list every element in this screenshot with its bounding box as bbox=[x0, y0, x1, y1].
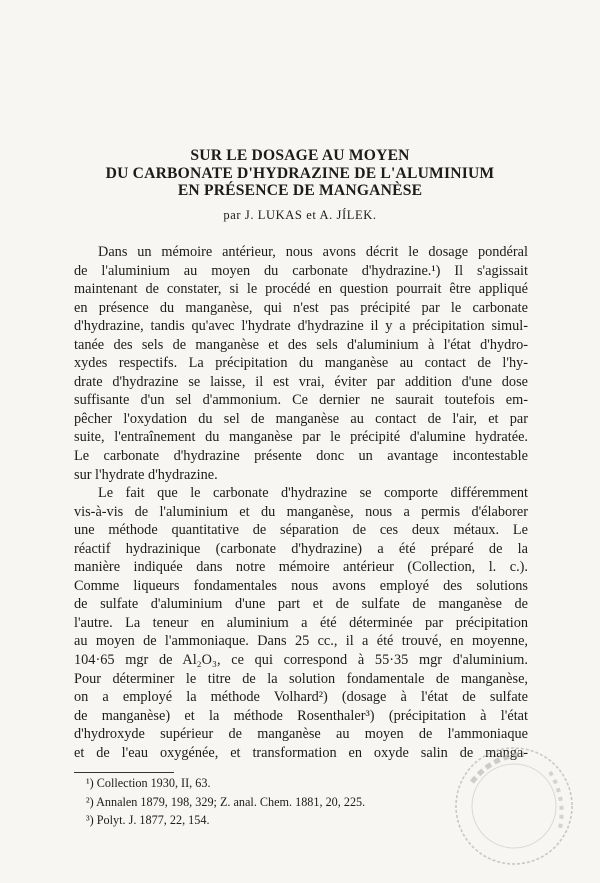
text-line: manière indiquée dans notre mémoire antérieur (Collection, l. c.). bbox=[74, 559, 528, 576]
footnote-divider bbox=[74, 772, 174, 773]
article-body bbox=[74, 243, 528, 762]
text-line: pêcher l'oxydation du sel de manganèse au contact de l'air, et par bbox=[74, 410, 528, 427]
text-line: 104·65 mgr de Al₂O₃, ce qui correspond à 55·35 mgr d'aluminium. bbox=[74, 652, 528, 669]
text-line: xydes respectifs. La précipitation du manganèse au contact de l'hy- bbox=[74, 355, 528, 372]
text-line: d'hydrazine, tandis qu'avec l'hydrate d'hydrazine il y a précipitation simul- bbox=[74, 318, 528, 335]
footnote-3: ³) Polyt. J. 1877, 22, 154. bbox=[86, 813, 210, 827]
text-line: on a employé la méthode Volhard²) (dosage à l'état de sulfate bbox=[74, 689, 528, 706]
title-line-2: DU CARBONATE D'HYDRAZINE DE L'ALUMINIUM bbox=[105, 164, 495, 182]
text-line: tanée des sels de manganèse et des sels d'aluminium à l'état d'hydro- bbox=[74, 336, 528, 353]
footnotes bbox=[86, 774, 486, 830]
title-line-3: EN PRÉSENCE DE MANGANÈSE bbox=[177, 182, 423, 199]
text-line: Le fait que le carbonate d'hydrazine se comporte différemment bbox=[98, 485, 528, 502]
text-line: et de l'eau oxygénée, et transformation en oxyde salin de manga- bbox=[74, 744, 528, 761]
library-stamp-icon bbox=[432, 720, 582, 870]
text-line: de manganèse) et la méthode Rosenthaler³) (précipitation à l'état bbox=[74, 707, 528, 724]
text-line: au moyen de l'ammoniaque. Dans 25 cc., il a été trouvé, en moyenne, bbox=[74, 633, 528, 650]
authors: par J. LUKAS et A. JÍLEK. bbox=[223, 208, 377, 222]
title-line-1: SUR LE DOSAGE AU MOYEN bbox=[190, 147, 410, 164]
footnote-1: ¹) Collection 1930, II, 63. bbox=[86, 776, 211, 790]
text-line: de l'aluminium au moyen du carbonate d'hydrazine.¹) Il s'agissait bbox=[74, 262, 528, 279]
footnote-2: ²) Annalen 1879, 198, 329; Z. anal. Chem. 1881, 20, 225. bbox=[86, 794, 366, 809]
paragraph-1 bbox=[74, 243, 528, 484]
text-line: d'hydroxyde supérieur de manganèse au moyen de l'ammoniaque bbox=[74, 726, 528, 743]
text-line: Comme liqueurs fondamentales nous avons employé des solutions bbox=[74, 577, 528, 594]
text-line: réactif hydrazinique (carbonate d'hydrazine) a été préparé de la bbox=[74, 540, 528, 557]
text-line: Dans un mémoire antérieur, nous avons décrit le dosage pondéral bbox=[98, 244, 528, 260]
text-line: l'autre. La teneur en aluminium a été déterminée par précipitation bbox=[74, 614, 528, 631]
text-line: drate d'hydrazine se laisse, il est vrai, éviter par addition d'une dose bbox=[74, 373, 528, 390]
text-line: sur l'hydrate d'hydrazine. bbox=[74, 466, 218, 483]
text-line: suffisante d'un sel d'ammonium. Ce dernier ne saurait toutefois em- bbox=[74, 392, 528, 409]
text-line: Le carbonate d'hydrazine présente donc un avantage incontestable bbox=[74, 448, 528, 465]
article-title bbox=[40, 147, 560, 200]
text-line: maintenant de constater, si le procédé en question pourrait être appliqué bbox=[74, 281, 528, 298]
text-line: vis-à-vis de l'aluminium et du manganèse, nous a permis d'élaborer bbox=[74, 503, 528, 520]
text-line: de sulfate d'aluminium d'une part et de sulfate de manganèse de bbox=[74, 596, 528, 613]
text-line: en présence du manganèse, qui n'est pas précipité par le carbonate bbox=[74, 299, 528, 316]
text-line: suite, l'entraînement du manganèse par le précipité d'alumine hydratée. bbox=[74, 429, 528, 446]
text-line: une méthode quantitative de séparation de ces deux métaux. Le bbox=[74, 522, 528, 539]
text-line: Pour déterminer le titre de la solution fondamentale de manganèse, bbox=[74, 670, 528, 687]
